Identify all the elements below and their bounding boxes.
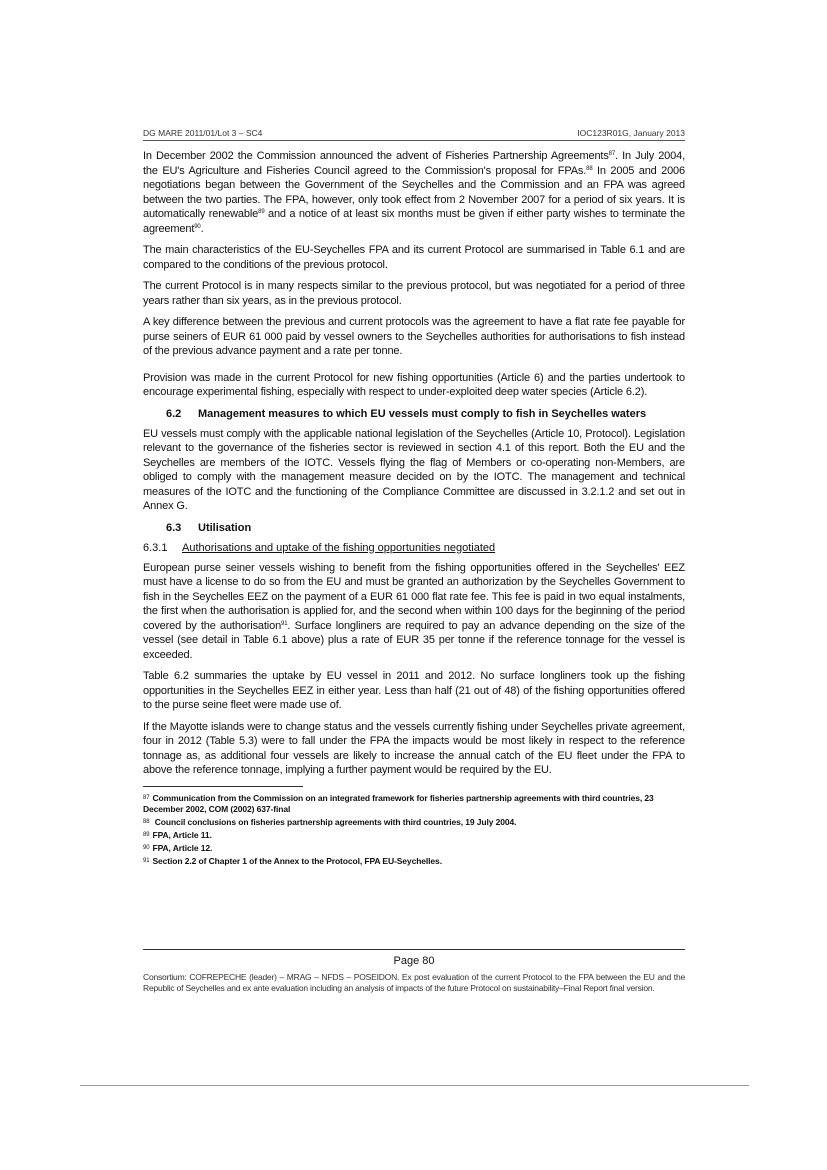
paragraph-main-characteristics: The main characteristics of the EU-Seychelles FPA and its current Protocol are summarised in Table 6.1 and are compared to the conditions of the previous protocol. [143,244,685,271]
page-bottom-divider [80,1085,749,1086]
footnote-ref-87[interactable]: 87 [608,151,616,157]
paragraph-protocol-similarity: The current Protocol is in many respects similar to the previous protocol, but was negotiated for a period of three years rather than six years, as in the previous protocol. [143,280,685,307]
paragraph-new-opportunities: Provision was made in the current Protocol for new fishing opportunities (Article 6) and the parties undertook to encourage experimental fishing, especially with respect to under-exploited deep water species (Article 6.2). [143,371,685,398]
section-heading-6-2: 6.2 Management measures to which EU vessels must comply to fish in Seychelles waters [166,407,647,420]
footer-rule [143,949,685,950]
header-report-ref: IOC123R01G, January 2013 [577,128,685,138]
page-footer [143,949,685,994]
paragraph-uptake: Table 6.2 summaries the uptake by EU vessel in 2011 and 2012. No surface longliners took up the fishing opportunities in the Seychelles EEZ in either year. Less than half (21 out of 48) of the fishing opportunities offered to the purse seine fleet were made use of. [143,670,685,711]
footer-consortium-text: Consortium: COFREPECHE (leader) – MRAG – NFDS – POSEIDON. Ex post evaluation of the current Protocol to the FPA between the EU and the Republic of Seychelles and ex ante evaluation including an analysis of impacts of the future Protocol on sustainability–Final Report final version. [143,972,685,993]
footnote-91: $^{91}$ Section 2.2 of Chapter 1 of the Annex to the Protocol, FPA EU-Seychelles. [143,855,442,866]
page-number: Page 80 [393,955,435,967]
footnote-87: $^{87}$ Communication from the Commission on an integrated framework for fisheries partnership agreements with third countries, 23 December 2002, COM (2002) 637-final [143,792,654,814]
subsection-heading-6-3-1: 6.3.1 Authorisations and uptake of the fishing opportunities negotiated [143,541,496,554]
footnote-90: $^{90}$ FPA, Article 12. [143,842,213,853]
footnote-89: $^{89}$ FPA, Article 11. [143,829,212,840]
body-text [143,149,685,778]
running-header [143,128,685,141]
header-project-ref: DG MARE 2011/01/Lot 3 – SC4 [143,128,263,138]
footnote-ref-91[interactable]: 91 [281,620,288,627]
footnote-ref-88[interactable]: 88 [586,165,593,172]
paragraph-mayotte: If the Mayotte islands were to change status and the vessels currently fishing under Seychelles private agreement, four in 2012 (Table 5.3) were to fall under the FPA the impacts would be most likely in respect to the reference tonnage as, as additional four vessels are likely to increase the annual catch of the EU fleet under the FPA to above the reference tonnage, implying a further payment would be required by the EU. [143,720,685,776]
document-page [143,128,685,869]
footnote-88: $^{88}$ Council conclusions on fisheries partnership agreements with third countries, 19 July 2004. [143,816,517,827]
paragraph-fpa-history: In December 2002 the Commission announced the advent of Fisheries Partnership Agreements$^{87}$. In July 2004, the EU's Agriculture and Fisheries Council agreed to the Commission's proposal for FPAs.$^{88}$ In 2005 and 2006 negotiations began between the Government of the Seychelles and the Commission and an FPA was agreed between the two parties. The FPA, however, only took effect from 2 November 2007 for a period of six years. It is automatically renewable$^{89}$ and a notice of at least six months must be given if either party wishes to terminate the agreement$^{90}$. [143,150,686,235]
footnote-ref-89[interactable]: 89 [258,209,265,215]
paragraph-key-difference: A key difference between the previous and current protocols was the agreement to have a flat rate fee payable for purse seiners of EUR 61 000 paid by vessel owners to the Seychelles authorities for authorisations to fish instead of the previous advance payment and a rate per tonne. [143,316,685,357]
footnote-separator [143,786,303,787]
footnotes [143,793,685,867]
paragraph-management-measures: EU vessels must comply with the applicable national legislation of the Seychelles (Article 10, Protocol). Legislation relevant to the governance of the fisheries sector is reviewed in section 4.1 of this report. Both the EU and the Seychelles are members of the IOTC. Vessels flying the flag of Members or co-operating non-Members, are obliged to comply with the management measure decided on by the IOTC. The management and technical measures of the IOTC and the functioning of the Compliance Committee are discussed in 3.2.1.2 and set out in Annex G. [143,427,685,512]
footnote-ref-90[interactable]: 90 [194,223,201,230]
section-heading-6-3: 6.3 Utilisation [166,521,252,534]
paragraph-authorisations: European purse seiner vessels wishing to benefit from the fishing opportunities offered in the Seychelles' EEZ must have a license to do so from the EU and must be granted an authorization by the Seychelles Government to fish in the Seychelles EEZ on the payment of a EUR 61 000 flat rate fee. This fee is paid in two equal instalments, the first when the authorisation is applied for, and the second when within 100 days for the beginning of the period covered by the authorisation$^{91}$. Surface longliners are required to pay an advance depending on the size of the vessel (see detail in Table 6.1 above) plus a rate of EUR 35 per tonne if the reference tonnage for the vessel is exceeded. [143,561,686,661]
